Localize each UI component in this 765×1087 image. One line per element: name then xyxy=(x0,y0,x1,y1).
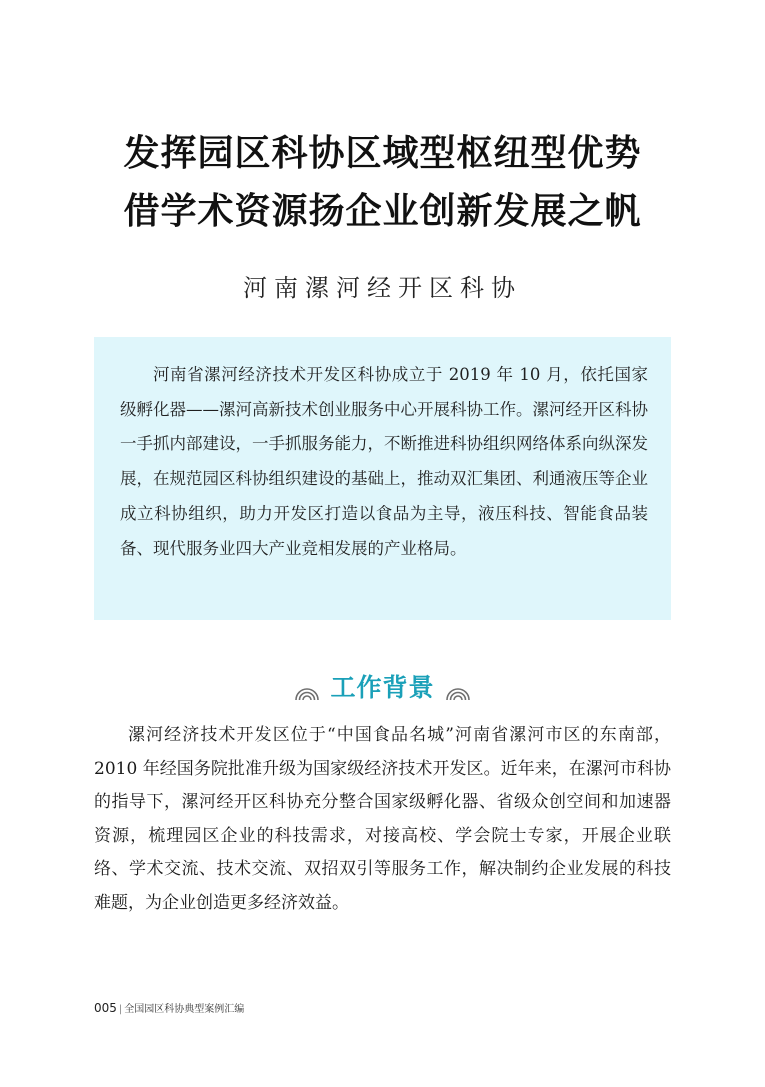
arc-lines-icon xyxy=(294,683,320,701)
publication-name: 全国园区科协典型案例汇编 xyxy=(124,1004,245,1015)
arc-lines-icon xyxy=(445,683,471,701)
abstract-text: 河南省漯河经济技术开发区科协成立于 2019 年 10 月，依托国家级孵化器——漯河高新技术创业服务中心开展科协工作。漯河经开区科协一手抓内部建设，一手抓服务能力，不断推进科协组织网络体系向纵深发展，在规范园区科协组织建设的基础上，推动双汇集团、利通液压等企业成立科协组织，助力开发区打造以食品为主导，液压科技、智能食品装备、现代服务业四大产业竞相发展的产业格局。 xyxy=(120,365,648,558)
document-title-line-2: 借学术资源扬企业创新发展之帆 xyxy=(123,191,642,232)
page-number: 005 xyxy=(94,1001,117,1015)
document-title-line-1: 发挥园区科协区域型枢纽型优势 xyxy=(123,133,642,174)
abstract-box xyxy=(94,337,671,620)
page-footer xyxy=(94,1001,244,1017)
author-organization: 河南漯河经开区科协 xyxy=(243,274,522,302)
footer-separator: | xyxy=(118,1004,123,1015)
section-heading xyxy=(0,666,765,706)
section-heading-label: 工作背景 xyxy=(330,673,435,702)
body-paragraph: 漯河经济技术开发区位于“中国食品名城”河南省漯河市区的东南部，2010 年经国务院批准升级为国家级经济技术开发区。近年来，在漯河市科协的指导下，漯河经开区科协充分整合国家级孵化器、省级众创空间和加速器资源，梳理园区企业的科技需求，对接高校、学会院士专家，开展企业联络、学术交流、技术交流、双招双引等服务工作，解决制约企业发展的科技难题，为企业创造更多经济效益。 xyxy=(94,725,671,913)
